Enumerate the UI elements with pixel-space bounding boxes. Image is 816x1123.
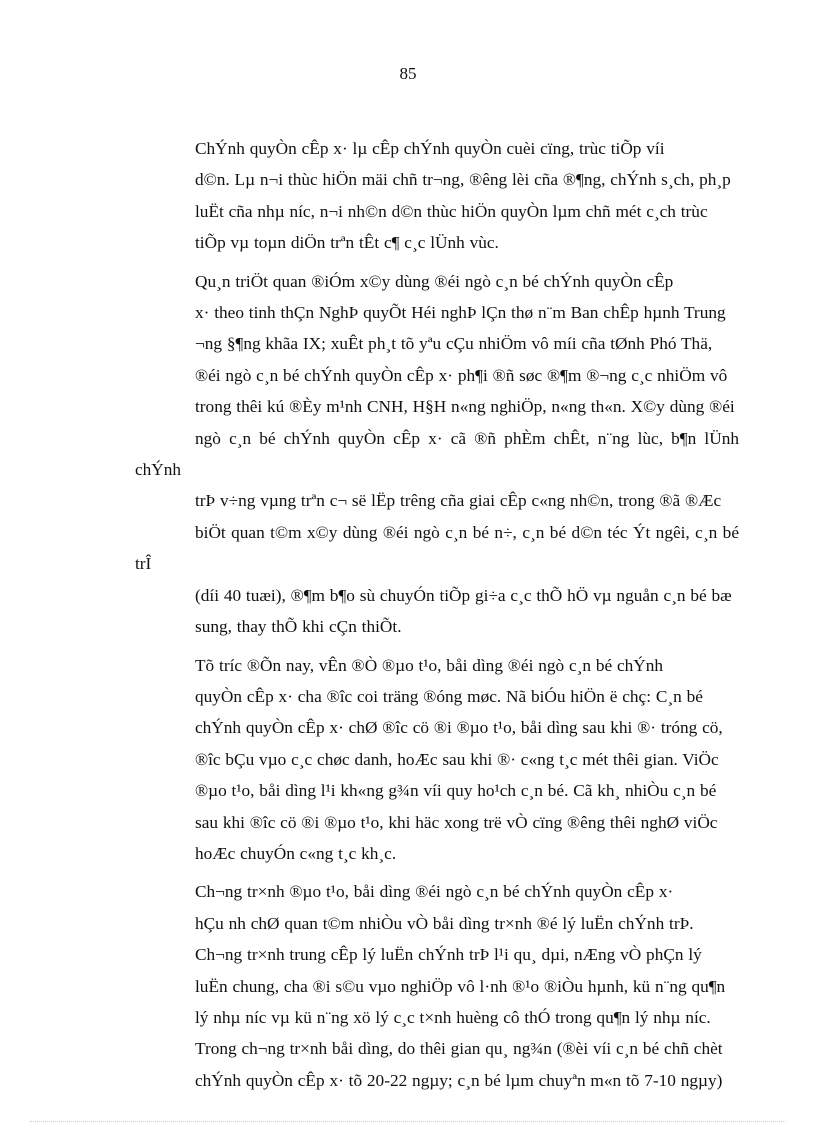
paragraph-1 <box>135 133 739 259</box>
text-line: sung, thay thÕ khi cÇn thiÕt. <box>195 617 402 637</box>
text-line: ChÝnh quyÒn cÊp x· lµ cÊp chÝnh quyÒn cuèi cïng, trùc tiÕp víi <box>195 139 665 158</box>
text-line: ®îc bÇu vµo c¸c chøc danh, hoÆc sau khi ®· c«ng t¸c mét thêi gian. ViÖc <box>195 749 719 769</box>
page-bottom-divider <box>30 1121 786 1122</box>
text-line: d©n. Lµ n¬i thùc hiÖn mäi chñ tr¬ng, ®êng lèi cña ®¶ng, chÝnh s¸ch, ph¸p <box>195 170 731 190</box>
paragraph-3 <box>135 650 739 870</box>
text-line: Tõ tríc ®Õn nay, vÊn ®Ò ®µo t¹o, båi dìng ®éi ngò c¸n bé chÝnh <box>195 655 664 675</box>
text-line: biÖt quan t©m x©y dùng ®éi ngò c¸n bé n÷, c¸n bé d©n téc Ýt ngêi, c¸n bé trÎ <box>135 522 739 574</box>
text-line: quyÒn cÊp x· cha ®îc coi träng ®óng møc. Nã biÓu hiÖn ë chç: C¸n bé <box>195 686 703 706</box>
text-line: lý nhµ níc vµ kü n¨ng xö lý c¸c t×nh huèng cô thÓ trong qu¶n lý nhµ níc. <box>195 1007 711 1027</box>
text-line: luËt cña nhµ níc, n¬i nh©n d©n thùc hiÖn quyÒn lµm chñ mét c¸ch trùc <box>195 201 708 221</box>
text-line: trong thêi kú ®Èy m¹nh CNH, H§H n«ng nghiÖp, n«ng th«n. X©y dùng ®éi <box>195 397 735 417</box>
text-line: trÞ v÷ng vµng trªn c¬ së lËp trêng cña giai cÊp c«ng nh©n, trong ®ã ®Æc <box>195 491 722 511</box>
text-line: chÝnh quyÒn cÊp x· tõ 20-22 ngµy; c¸n bé lµm chuyªn m«n tõ 7-10 ngµy) <box>195 1070 723 1090</box>
text-line: ®µo t¹o, båi dìng l¹i kh«ng g¾n víi quy ho¹ch c¸n bé. Cã kh¸ nhiÒu c¸n bé <box>195 781 717 801</box>
text-line: hÇu nh chØ quan t©m nhiÒu vÒ båi dìng tr×nh ®é lý luËn chÝnh trÞ. <box>195 913 694 933</box>
text-line: tiÕp vµ toµn diÖn trªn tÊt c¶ c¸c lÜnh vùc. <box>195 233 499 253</box>
text-line: Ch¬ng tr×nh trung cÊp lý luËn chÝnh trÞ l¹i qu¸ dµi, nÆng vÒ phÇn lý <box>195 945 702 965</box>
text-line: ngò c¸n bé chÝnh quyÒn cÊp x· cã ®ñ phÈm chÊt, n¨ng lùc, b¶n lÜnh chÝnh <box>135 428 739 480</box>
paragraph-2 <box>135 266 739 643</box>
text-line: ¬ng §¶ng khãa IX; xuÊt ph¸t tõ yªu cÇu nhiÖm vô míi cña tØnh Phó Thä, <box>195 334 713 354</box>
text-line: Ch¬ng tr×nh ®µo t¹o, båi dìng ®éi ngò c¸n bé chÝnh quyÒn cÊp x· <box>195 882 674 902</box>
text-line: Qu¸n triÖt quan ®iÓm x©y dùng ®éi ngò c¸n bé chÝnh quyÒn cÊp <box>195 271 674 291</box>
paragraph-4 <box>135 876 739 1096</box>
text-line: luËn chung, cha ®i s©u vµo nghiÖp vô l·nh ®¹o ®iÒu hµnh, kü n¨ng qu¶n <box>195 976 726 996</box>
text-line: chÝnh quyÒn cÊp x· chØ ®îc cö ®i ®µo t¹o, båi dìng sau khi ®· tróng cö, <box>195 718 723 738</box>
text-line: (díi 40 tuæi), ®¶m b¶o sù chuyÓn tiÕp gi÷a c¸c thÕ hÖ vµ nguån c¸n bé bæ <box>195 585 732 605</box>
text-line: Trong ch¬ng tr×nh båi dìng, do thêi gian qu¸ ng¾n (®èi víi c¸n bé chñ chèt <box>195 1039 723 1059</box>
text-line: sau khi ®îc cö ®i ®µo t¹o, khi häc xong trë vÒ cïng ®êng thêi nghØ viÖc <box>195 812 718 832</box>
body-text <box>135 133 739 1103</box>
text-line: x· theo tinh thÇn NghÞ quyÕt Héi nghÞ lÇn thø n¨m Ban chÊp hµnh Trung <box>195 303 726 323</box>
text-line: ®éi ngò c¸n bé chÝnh quyÒn cÊp x· ph¶i ®ñ søc ®¶m ®¬ng c¸c nhiÖm vô <box>195 365 728 385</box>
page-number: 85 <box>399 64 417 83</box>
text-line: hoÆc chuyÓn c«ng t¸c kh¸c. <box>195 843 397 863</box>
